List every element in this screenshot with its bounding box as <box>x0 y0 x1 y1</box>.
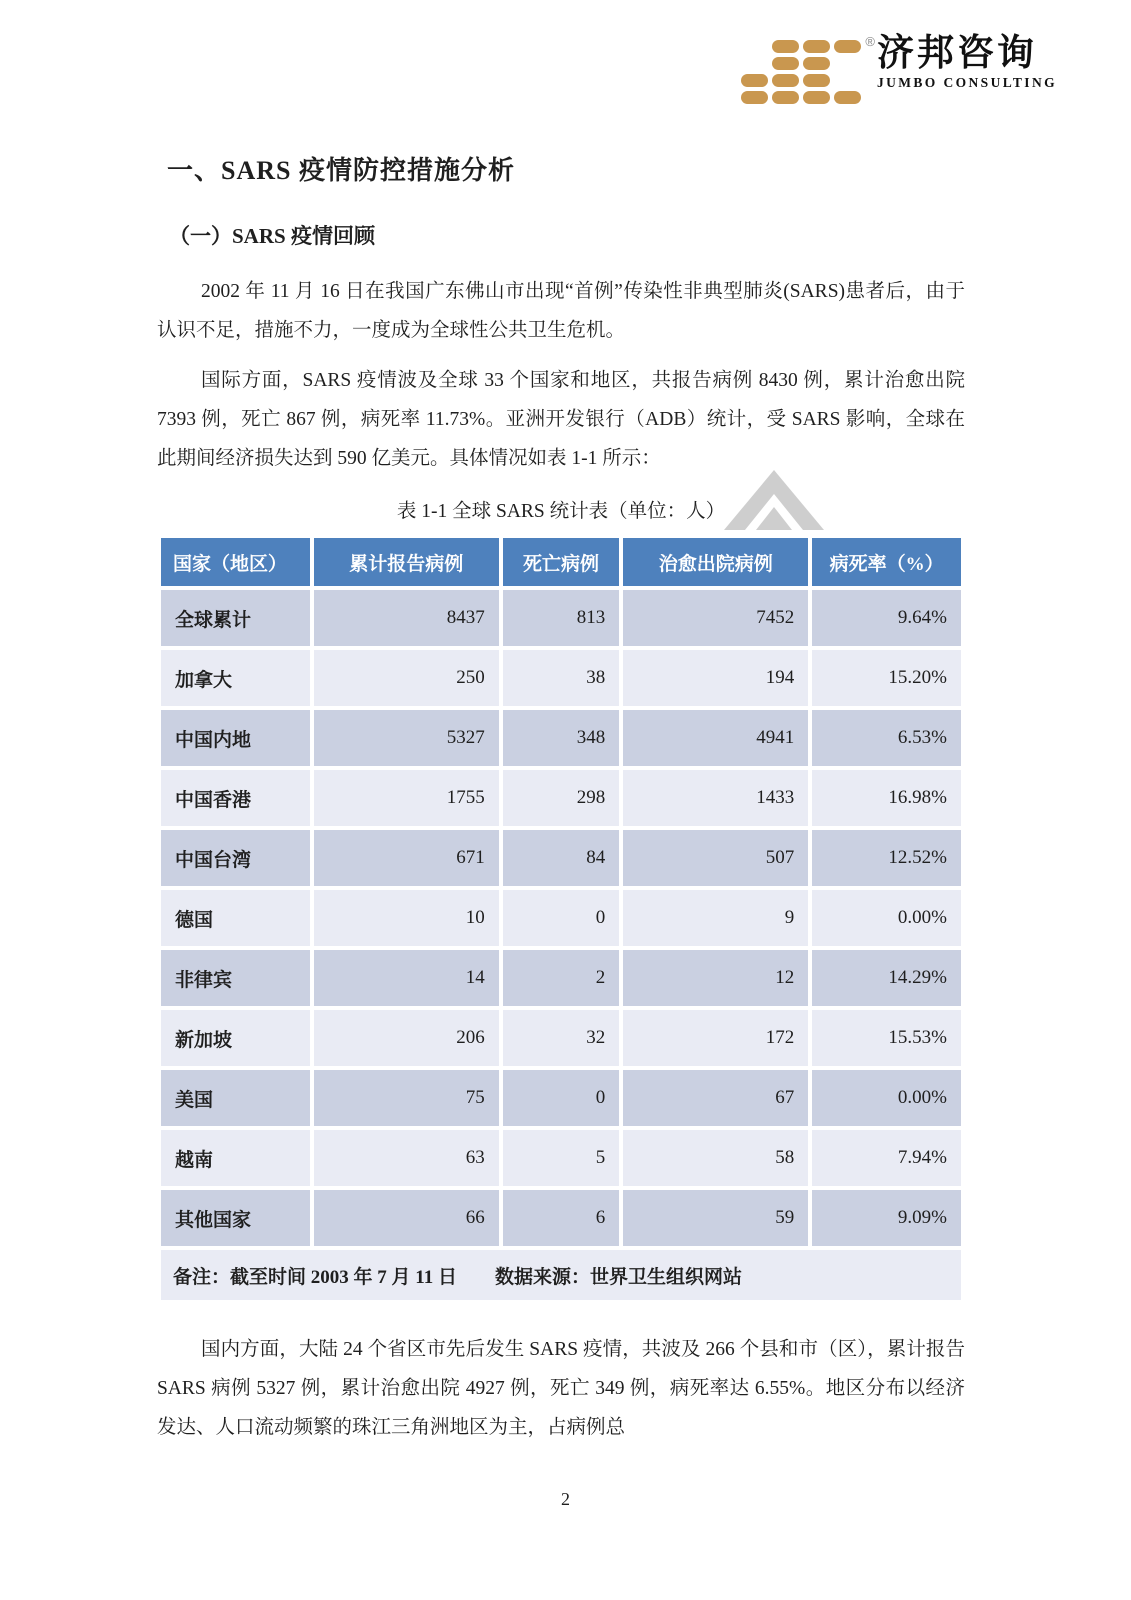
table-cell: 美国 <box>159 1068 312 1128</box>
table-cell: 194 <box>621 648 810 708</box>
table-row <box>159 1068 963 1128</box>
table-cell: 32 <box>501 1008 622 1068</box>
table-cell: 12.52% <box>810 828 963 888</box>
table-cell: 新加坡 <box>159 1008 312 1068</box>
table-note <box>159 1248 963 1302</box>
table-cell: 4941 <box>621 708 810 768</box>
table-row <box>159 1128 963 1188</box>
table-cell: 66 <box>312 1188 501 1248</box>
table-row <box>159 888 963 948</box>
table-cell: 0 <box>501 1068 622 1128</box>
table-cell: 非律宾 <box>159 948 312 1008</box>
table-cell: 67 <box>621 1068 810 1128</box>
column-header-country: 国家（地区） <box>159 536 312 588</box>
table-cell: 7452 <box>621 588 810 648</box>
table-cell: 1755 <box>312 768 501 828</box>
table-cell: 250 <box>312 648 501 708</box>
table-cell: 15.53% <box>810 1008 963 1068</box>
table-cell: 1433 <box>621 768 810 828</box>
paragraph-sars-outbreak: 2002 年 11 月 16 日在我国广东佛山市出现“首例”传染性非典型肺炎(SARS)患者后，由于认识不足，措施不力，一度成为全球性公共卫生危机。 <box>157 281 965 341</box>
table-cell: 12 <box>621 948 810 1008</box>
section-heading: 一、SARS 疫情防控措施分析 <box>167 156 515 185</box>
table-cell: 5 <box>501 1128 622 1188</box>
table-row <box>159 948 963 1008</box>
table-cell: 15.20% <box>810 648 963 708</box>
table-cell: 298 <box>501 768 622 828</box>
table-row <box>159 648 963 708</box>
table-cell: 6 <box>501 1188 622 1248</box>
table-cell: 德国 <box>159 888 312 948</box>
table-cell: 507 <box>621 828 810 888</box>
table-title: 表 1-1 全球 SARS 统计表（单位：人） <box>396 501 726 522</box>
table-cell: 0 <box>501 888 622 948</box>
table-cell: 206 <box>312 1008 501 1068</box>
column-header-recovered: 治愈出院病例 <box>621 536 810 588</box>
table-cell: 加拿大 <box>159 648 312 708</box>
table-cell: 中国内地 <box>159 708 312 768</box>
subsection-heading: （一）SARS 疫情回顾 <box>169 224 375 248</box>
table-cell: 越南 <box>159 1128 312 1188</box>
logo-name-english: JUMBO CONSULTING <box>876 75 1057 90</box>
table-row <box>159 828 963 888</box>
column-header-fatality-rate: 病死率（%） <box>810 536 963 588</box>
table-cell: 172 <box>621 1008 810 1068</box>
table-cell: 14 <box>312 948 501 1008</box>
table-header-row <box>159 536 963 588</box>
column-header-deaths: 死亡病例 <box>501 536 622 588</box>
table-cell: 14.29% <box>810 948 963 1008</box>
table-row <box>159 768 963 828</box>
table-cell: 中国香港 <box>159 768 312 828</box>
column-header-reported: 累计报告病例 <box>312 536 501 588</box>
jumbo-logo-icon <box>741 40 861 104</box>
table-row <box>159 1008 963 1068</box>
logo-name-chinese: 济邦咨询 <box>876 33 1037 74</box>
jumbo-consulting-logo <box>741 34 1057 102</box>
table-cell: 9.64% <box>810 588 963 648</box>
table-cell: 59 <box>621 1188 810 1248</box>
table-row <box>159 588 963 648</box>
sars-stats-table <box>157 534 965 1304</box>
table-cell: 8437 <box>312 588 501 648</box>
table-cell: 2 <box>501 948 622 1008</box>
table-cell: 6.53% <box>810 708 963 768</box>
table-cell: 5327 <box>312 708 501 768</box>
paragraph-international: 国际方面，SARS 疫情波及全球 33 个国家和地区，共报告病例 8430 例，累计治愈出院 7393 例，死亡 867 例，病死率 11.73%。亚洲开发银行（ADB）统计，受 SARS 影响，全球在此期间经济损失达到 590 亿美元。具体情况如表 1-1 所示： <box>157 370 965 469</box>
table-note-row <box>159 1248 963 1302</box>
table-cell: 0.00% <box>810 1068 963 1128</box>
table-cell: 671 <box>312 828 501 888</box>
table-note-source: 数据来源：世界卫生组织网站 <box>494 1266 742 1288</box>
table-cell: 813 <box>501 588 622 648</box>
paragraph-domestic: 国内方面，大陆 24 个省区市先后发生 SARS 疫情，共波及 266 个县和市（区），累计报告 SARS 病例 5327 例，累计治愈出院 4927 例，死亡 349 例，病死率达 6.55%。地区分布以经济发达、人口流动频繁的珠江三角洲地区为主，占病例总 <box>157 1339 965 1438</box>
table-cell: 58 <box>621 1128 810 1188</box>
table-cell: 9.09% <box>810 1188 963 1248</box>
page-number: 2 <box>561 1489 570 1509</box>
table-cell: 38 <box>501 648 622 708</box>
table-cell: 75 <box>312 1068 501 1128</box>
table-cell: 0.00% <box>810 888 963 948</box>
table-cell: 348 <box>501 708 622 768</box>
table-cell: 9 <box>621 888 810 948</box>
page-header <box>0 0 1131 102</box>
table-cell: 16.98% <box>810 768 963 828</box>
table-row <box>159 708 963 768</box>
logo-text <box>877 34 1057 91</box>
table-cell: 63 <box>312 1128 501 1188</box>
table-note-cutoff: 备注：截至时间 2003 年 7 月 11 日 <box>173 1266 457 1288</box>
table-cell: 84 <box>501 828 622 888</box>
table-row <box>159 1188 963 1248</box>
table-cell: 全球累计 <box>159 588 312 648</box>
table-cell: 中国台湾 <box>159 828 312 888</box>
table-cell: 7.94% <box>810 1128 963 1188</box>
registered-trademark-icon: ® <box>865 34 875 49</box>
table-cell: 10 <box>312 888 501 948</box>
table-cell: 其他国家 <box>159 1188 312 1248</box>
